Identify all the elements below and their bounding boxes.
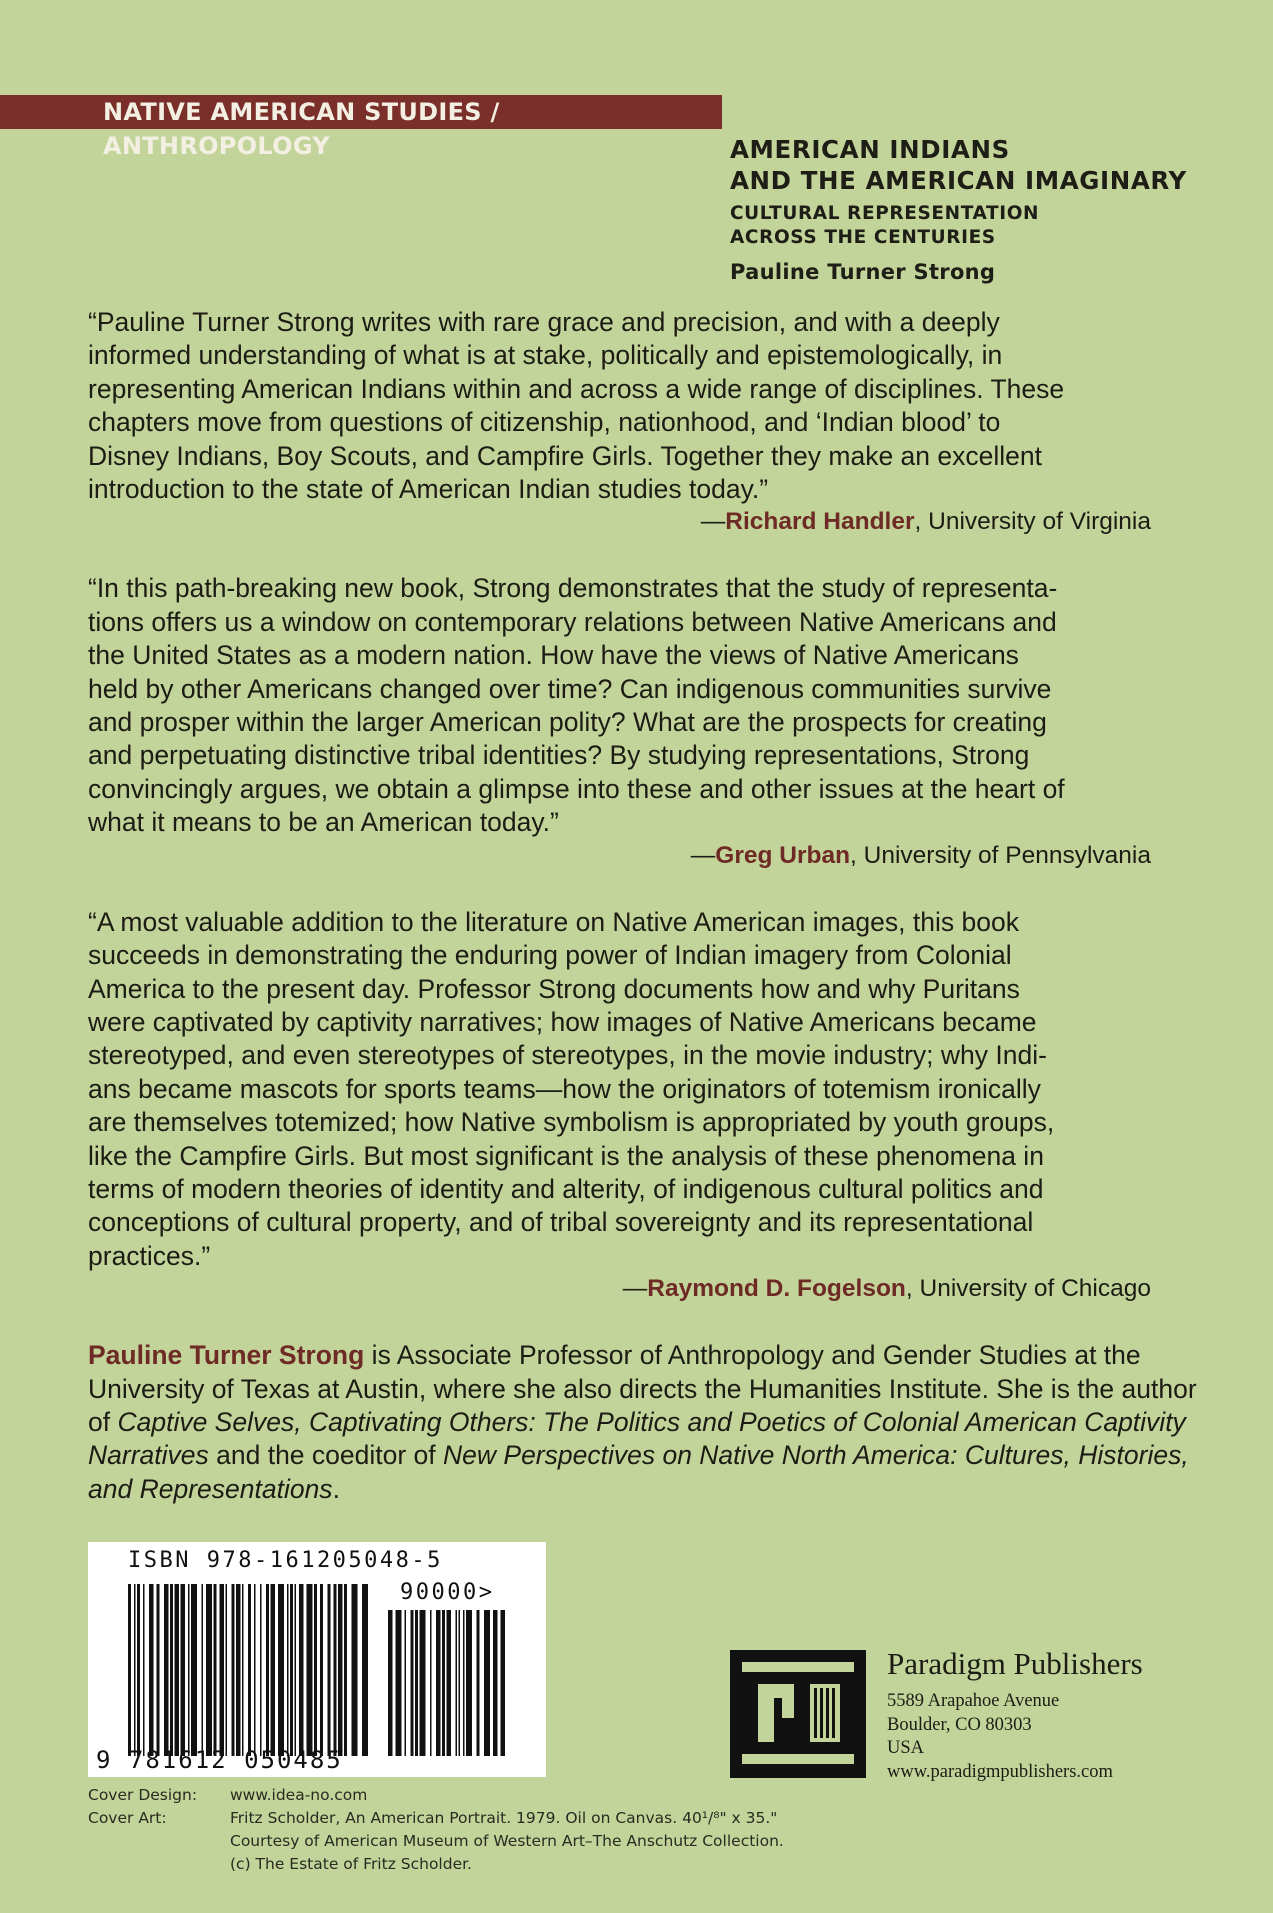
bio-text: and the coeditor of (208, 1440, 444, 1471)
barcode-bar (463, 1610, 465, 1756)
cover-art-line: Fritz Scholder, An American Portrait. 1979. Oil on Canvas. 40¹/⁸" x 35." (230, 1809, 778, 1827)
barcode-bar (344, 1584, 347, 1756)
barcode-bar (143, 1584, 145, 1756)
dash: — (690, 841, 716, 869)
cover-design-value: www.idea-no.com (230, 1786, 368, 1804)
barcode-bar (396, 1610, 402, 1756)
publisher-website: www.paradigmpublishers.com (887, 1761, 1113, 1782)
cover-art-line: Courtesy of American Museum of Western Art–The Anschutz Collection. (230, 1832, 784, 1850)
bio-author-name: Pauline Turner Strong (88, 1340, 365, 1371)
barcode-bar (248, 1584, 251, 1756)
barcode-bar (170, 1584, 173, 1756)
barcode-bar (220, 1584, 225, 1756)
cover-credits (88, 1784, 784, 1876)
barcode-bar (299, 1584, 304, 1756)
book-author: Pauline Turner Strong (730, 260, 996, 284)
barcode-bar (232, 1584, 235, 1756)
book-title-line1: AMERICAN INDIANS (730, 135, 1010, 164)
author-bio (88, 1339, 1198, 1506)
dash: — (700, 508, 726, 536)
barcode-bar (430, 1610, 432, 1756)
barcode-bar (202, 1584, 204, 1756)
barcode-bar (411, 1610, 414, 1756)
blurb-attribution-2 (88, 840, 1151, 872)
barcode-bar (242, 1584, 244, 1756)
blurb-quote-3: “A most valuable addition to the literature on Native American images, this book succeeds in demonstrating the enduring power of Indian imagery from Colonial America to the present day. Professor Strong documents how and why Puritans were captivated by captivity narratives; how images of Native Americans became stereotyped, and even stereotypes of stereotypes, in the movie industry; why Indi- ans became mascots for sports teams—how the originators of totemism ironically are themselves totemized; how Native symbolism is appropriated by youth groups, like the Campfire Girls. But most significant is the analysis of these phenomena in terms of modern theories of identity and alterity, of indigenous cultural politics and conceptions of cultural property, and of tribal sovereignty and its representational practices.” (88, 906, 1055, 1271)
barcode-bar (307, 1584, 313, 1756)
barcode-bar (295, 1584, 297, 1756)
ean-group-2: 050485 (244, 1746, 343, 1774)
book-subtitle-line2: ACROSS THE CENTURIES (730, 227, 996, 248)
endorser-affiliation: , University of Chicago (905, 1275, 1151, 1303)
ean-first-digit: 9 (96, 1746, 113, 1774)
barcode-bar (254, 1584, 256, 1756)
blurb-quote-1: “Pauline Turner Strong writes with rare grace and precision, and with a deeply informed understanding of what is at stake, politically and epistemologically, in representing American Indians within and across a wide range of disciplines. These chapters move from questions of citizenship, nationhood, and ‘Indian blood’ to Disney Indians, Boy Scouts, and Campfire Girls. Together they make an excellent introduction to the state of American Indian studies today.” (88, 307, 1065, 505)
barcode-bar (266, 1584, 269, 1756)
barcode-bar (128, 1584, 131, 1756)
barcode-bar (415, 1610, 418, 1756)
barcode-bar (260, 1584, 262, 1756)
barcode-bar (405, 1610, 407, 1756)
endorser-affiliation: , University of Virginia (914, 508, 1151, 536)
barcode-bar (287, 1584, 289, 1756)
barcode-bar (214, 1584, 217, 1756)
price-addon-code: 90000> (400, 1580, 495, 1605)
ean-digits (96, 1746, 343, 1774)
barcode-bar (278, 1584, 284, 1756)
endorser-name: Raymond D. Fogelson (647, 1275, 906, 1303)
barcode-bar (338, 1584, 343, 1756)
barcode-bar (466, 1610, 472, 1756)
ean-group-1: 781612 (128, 1746, 228, 1774)
publisher-info (887, 1646, 1143, 1784)
barcode-bar (314, 1584, 317, 1756)
bio-text: is Associate Professor of Anthropology and Gender Studies at the University of Texas at Austin, where she also directs the Humanities Institute. She is the author of (88, 1340, 1197, 1437)
isbn-number: ISBN 978-161205048-5 (128, 1548, 443, 1573)
barcode-bar (290, 1584, 293, 1756)
barcode-bar (181, 1584, 186, 1756)
publisher-address (887, 1690, 1143, 1784)
address-country: USA (887, 1738, 925, 1758)
book-title-line2: AND THE AMERICAN IMAGINARY (730, 166, 1187, 195)
barcode-bar (436, 1610, 441, 1756)
blurb-attribution-3 (88, 1273, 1151, 1305)
dash: — (622, 1275, 648, 1303)
barcode-bar (164, 1584, 169, 1756)
barcode-bar (175, 1584, 180, 1756)
book-subtitle-line1: CULTURAL REPRESENTATION (730, 203, 1040, 224)
barcode-bar (271, 1584, 276, 1756)
endorser-name: Richard Handler (725, 508, 915, 536)
endorser-affiliation: , University of Pennsylvania (850, 841, 1151, 869)
bio-book-title: New Perspectives on Native North America: Cultures, Histories, and Representations (88, 1440, 1189, 1504)
barcode-bar (447, 1610, 452, 1756)
barcode-bar (388, 1610, 393, 1756)
barcode-bar (501, 1610, 506, 1756)
barcode-bar (134, 1584, 136, 1756)
barcode-bar (157, 1584, 160, 1756)
barcode-bar (420, 1610, 426, 1756)
book-title-block (730, 134, 1210, 286)
bio-book-title: Captive Selves, Captivating Others: The Politics and Poetics of Colonial American Captivity Narratives (88, 1406, 1186, 1471)
publisher-name: Paradigm Publishers (887, 1646, 1143, 1681)
cover-art-label: Cover Art: (88, 1809, 167, 1827)
isbn-barcode (88, 1542, 546, 1777)
cover-design-label: Cover Design: (88, 1786, 198, 1804)
barcode-bar (137, 1584, 140, 1756)
barcode-bar (459, 1610, 461, 1756)
barcode-bar (206, 1584, 212, 1756)
bio-text: . (332, 1473, 340, 1504)
publisher-logo (730, 1650, 866, 1778)
barcode-bar (362, 1584, 368, 1756)
barcode-bar (188, 1584, 190, 1756)
cover-art-line: (c) The Estate of Fritz Scholder. (230, 1855, 472, 1873)
blurb-attribution-1 (88, 506, 1151, 538)
barcode-bar (226, 1584, 228, 1756)
endorser-name: Greg Urban (715, 841, 851, 869)
barcode-bar (484, 1610, 490, 1756)
category-banner: NATIVE AMERICAN STUDIES / ANTHROPOLOGY (0, 95, 722, 129)
barcode-bar (477, 1610, 480, 1756)
address-line: 5589 Arapahoe Avenue (887, 1691, 1060, 1711)
barcode-bar (442, 1610, 445, 1756)
barcode-bar (493, 1610, 498, 1756)
barcode-bar (149, 1584, 154, 1756)
barcode-bar (320, 1584, 323, 1756)
address-line: Boulder, CO 80303 (887, 1714, 1032, 1735)
back-cover-text (88, 306, 1198, 1506)
barcode-bars (88, 1542, 546, 1777)
barcode-bar (236, 1584, 241, 1756)
barcode-bar (456, 1610, 458, 1756)
barcode-bar (328, 1584, 331, 1756)
blurb-quote-2: “In this path-breaking new book, Strong demonstrates that the study of representa- tions offers us a window on contemporary relations between Native Americans and the United States as a modern nation. How have the views of Native Americans held by other Americans changed over time? Can indigenous communities survive and prosper within the larger American polity? What are the prospects for creating and perpetuating distinctive tribal identities? By studying representations, Strong convincingly argues, we obtain a glimpse into these and other issues at the heart of what it means to be an American today.” (88, 573, 1065, 838)
barcode-bar (191, 1584, 197, 1756)
barcode-bar (334, 1584, 337, 1756)
barcode-bar (352, 1584, 358, 1756)
